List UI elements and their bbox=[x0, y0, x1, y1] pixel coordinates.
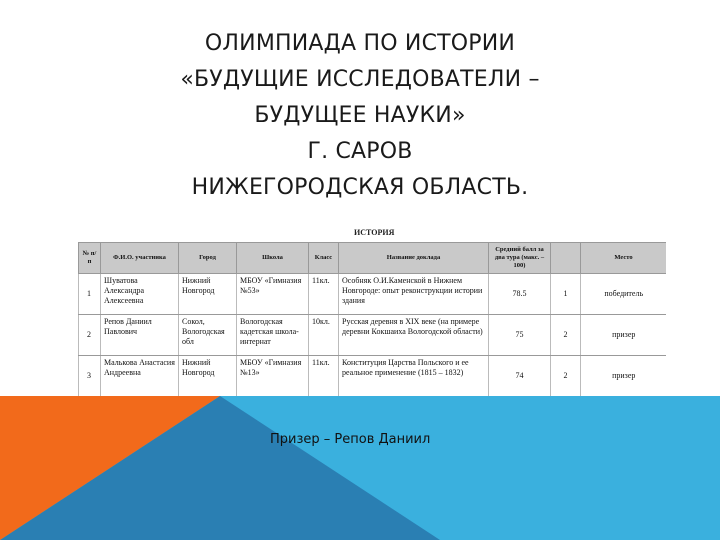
table-row bbox=[79, 356, 667, 397]
cell-num: 1 bbox=[79, 274, 101, 315]
cell-school: МБОУ «Гимназия №53» bbox=[237, 274, 309, 315]
title-line-2: «БУДУЩИЕ ИССЛЕДОВАТЕЛИ – bbox=[180, 67, 540, 92]
header-title: Название доклада bbox=[339, 243, 489, 274]
cell-grade: 10кл. bbox=[309, 315, 339, 356]
cell-score: 75 bbox=[489, 315, 551, 356]
cell-place: победитель bbox=[581, 274, 667, 315]
winner-caption: Призер – Репов Даниил bbox=[270, 432, 431, 447]
table-caption: ИСТОРИЯ bbox=[354, 228, 395, 237]
cell-school: Вологодская кадетская школа-интернат bbox=[237, 315, 309, 356]
cell-title: Конституция Царства Польского и ее реальное применение (1815 – 1832) bbox=[339, 356, 489, 397]
decorative-shapes bbox=[0, 396, 720, 540]
cell-place: призер bbox=[581, 315, 667, 356]
cell-rank: 2 bbox=[551, 315, 581, 356]
cell-name: Малькова Анастасия Андреевна bbox=[101, 356, 179, 397]
title-line-1: ОЛИМПИАДА ПО ИСТОРИИ bbox=[204, 31, 516, 56]
cell-name: Шуватова Александра Алексеевна bbox=[101, 274, 179, 315]
header-place: Место bbox=[581, 243, 667, 274]
cell-city: Нижний Новгород bbox=[179, 274, 237, 315]
cell-grade: 11кл. bbox=[309, 274, 339, 315]
slide-title bbox=[100, 26, 620, 206]
decorative-band bbox=[0, 396, 720, 540]
header-score: Средний балл за два тура (макс. – 100) bbox=[489, 243, 551, 274]
table-header-row bbox=[79, 243, 667, 274]
cell-city: Сокол, Вологодская обл bbox=[179, 315, 237, 356]
cell-school: МБОУ «Гимназия №13» bbox=[237, 356, 309, 397]
header-school: Школа bbox=[237, 243, 309, 274]
table-row bbox=[79, 315, 667, 356]
cell-grade: 11кл. bbox=[309, 356, 339, 397]
header-grade: Класс bbox=[309, 243, 339, 274]
cell-num: 2 bbox=[79, 315, 101, 356]
results-table bbox=[78, 242, 666, 396]
title-line-4: Г. САРОВ bbox=[307, 139, 413, 164]
header-num: № п/п bbox=[79, 243, 101, 274]
cell-num: 3 bbox=[79, 356, 101, 397]
header-name: Ф.И.О. участника bbox=[101, 243, 179, 274]
cell-place: призер bbox=[581, 356, 667, 397]
title-line-5: НИЖЕГОРОДСКАЯ ОБЛАСТЬ. bbox=[191, 175, 529, 200]
cell-score: 74 bbox=[489, 356, 551, 397]
cell-title: Особняк О.И.Каменской в Нижнем Новгороде: опыт реконструкции истории здания bbox=[339, 274, 489, 315]
table-row bbox=[79, 274, 667, 315]
cell-rank: 1 bbox=[551, 274, 581, 315]
cell-city: Нижний Новгород bbox=[179, 356, 237, 397]
cell-rank: 2 bbox=[551, 356, 581, 397]
results-table-image bbox=[78, 226, 666, 396]
title-line-3: БУДУЩЕЕ НАУКИ» bbox=[254, 103, 466, 128]
cell-name: Репов Даниил Павлович bbox=[101, 315, 179, 356]
cell-title: Русская деревня в XIX веке (на примере деревни Кокшаиха Вологодской области) bbox=[339, 315, 489, 356]
header-city: Город bbox=[179, 243, 237, 274]
cell-score: 78.5 bbox=[489, 274, 551, 315]
header-blank bbox=[551, 243, 581, 274]
